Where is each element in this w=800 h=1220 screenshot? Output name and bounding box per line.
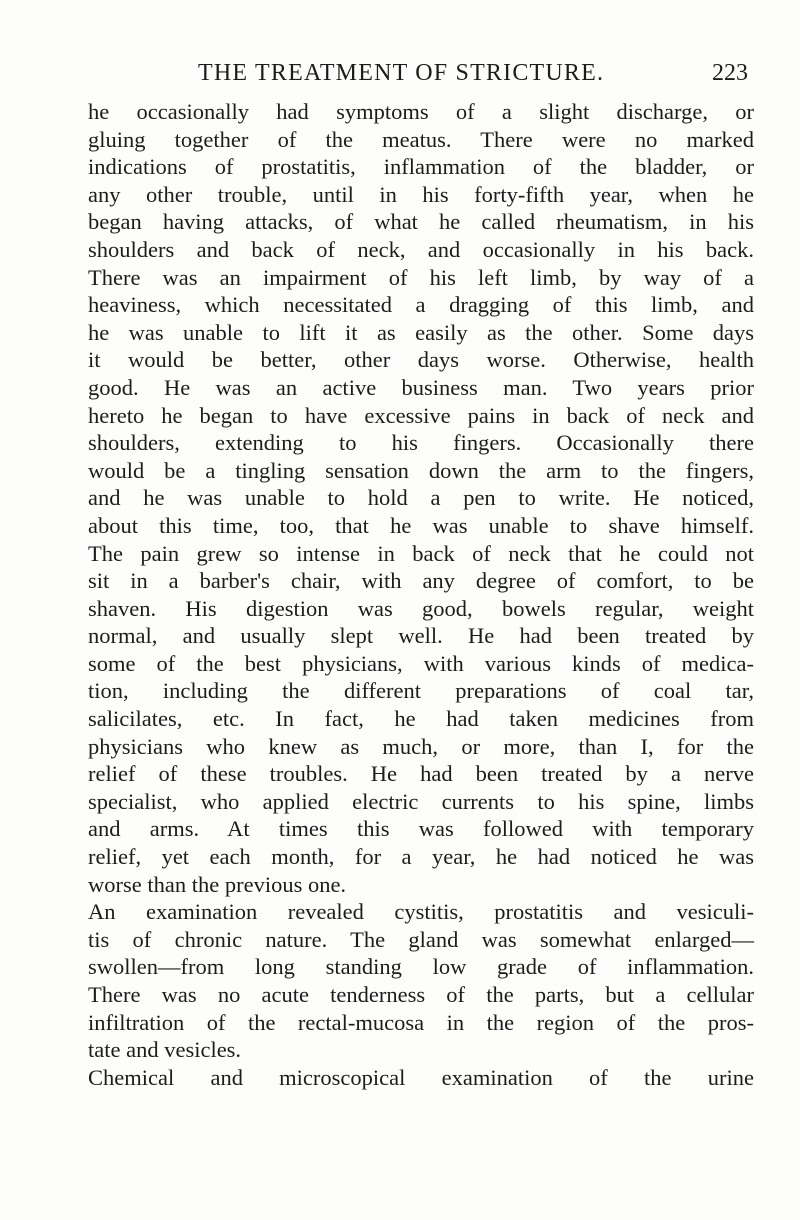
text-line: An examination revealed cystitis, prostatitis and vesiculi- — [88, 899, 754, 925]
text-line: There was an impairment of his left limb, by way of a — [88, 264, 754, 290]
text-line: and arms. At times this was followed with temporary — [88, 816, 754, 842]
text-line: sit in a barber's chair, with any degree of comfort, to be — [88, 568, 754, 594]
text-line: some of the best physicians, with various kinds of medica- — [88, 650, 754, 676]
text-line: Chemical and microscopical examination of the urine — [88, 1064, 754, 1090]
text-line: normal, and usually slept well. He had been treated by — [88, 623, 754, 649]
text-line: hereto he began to have excessive pains in back of neck and — [88, 402, 754, 428]
text-line: he was unable to lift it as easily as the other. Some days — [88, 319, 754, 345]
running-title: THE TREATMENT OF STRICTURE. — [198, 60, 605, 86]
text-line: and he was unable to hold a pen to write. He noticed, — [88, 485, 754, 511]
text-line: infiltration of the rectal-mucosa in the region of the pros- — [88, 1009, 754, 1035]
text-line: specialist, who applied electric currents to his spine, limbs — [88, 788, 754, 814]
text-line: relief, yet each month, for a year, he had noticed he was — [88, 844, 754, 870]
text-line: salicilates, etc. In fact, he had taken medicines from — [88, 706, 754, 732]
text-line: heaviness, which necessitated a dragging of this limb, and — [88, 292, 754, 318]
text-line: began having attacks, of what he called rheumatism, in his — [88, 209, 754, 235]
text-line: indications of prostatitis, inflammation of the bladder, or — [88, 154, 754, 180]
text-line: swollen—from long standing low grade of inflammation. — [88, 954, 754, 980]
text-line: There was no acute tenderness of the parts, but a cellular — [88, 982, 754, 1007]
running-head — [0, 60, 800, 90]
text-line: tis of chronic nature. The gland was somewhat enlarged— — [88, 926, 754, 952]
text-line: it would be better, other days worse. Otherwise, health — [88, 347, 754, 373]
text-line: any other trouble, until in his forty-fifth year, when he — [88, 181, 754, 207]
text-line: shaven. His digestion was good, bowels regular, weight — [88, 595, 754, 621]
text-line: shoulders and back of neck, and occasionally in his back. — [88, 236, 754, 262]
text-line: about this time, too, that he was unable to shave himself. — [88, 512, 754, 538]
text-line: he occasionally had symptoms of a slight discharge, or — [88, 99, 754, 124]
text-line: tion, including the different preparations of coal tar, — [88, 678, 754, 704]
text-line: physicians who knew as much, or more, than I, for the — [88, 733, 754, 759]
text-line: would be a tingling sensation down the arm to the fingers, — [88, 457, 754, 483]
body-text — [88, 98, 754, 1091]
paragraph-end-line: worse than the previous one. — [88, 871, 347, 897]
page-number: 223 — [712, 60, 748, 86]
text-line: The pain grew so intense in back of neck that he could not — [88, 540, 754, 566]
text-line: shoulders, extending to his fingers. Occasionally there — [88, 430, 754, 456]
text-line: good. He was an active business man. Two years prior — [88, 374, 754, 400]
text-line: gluing together of the meatus. There were no marked — [88, 126, 754, 152]
text-line: relief of these troubles. He had been treated by a nerve — [88, 761, 754, 787]
paragraph-end-line: tate and vesicles. — [88, 1037, 242, 1063]
